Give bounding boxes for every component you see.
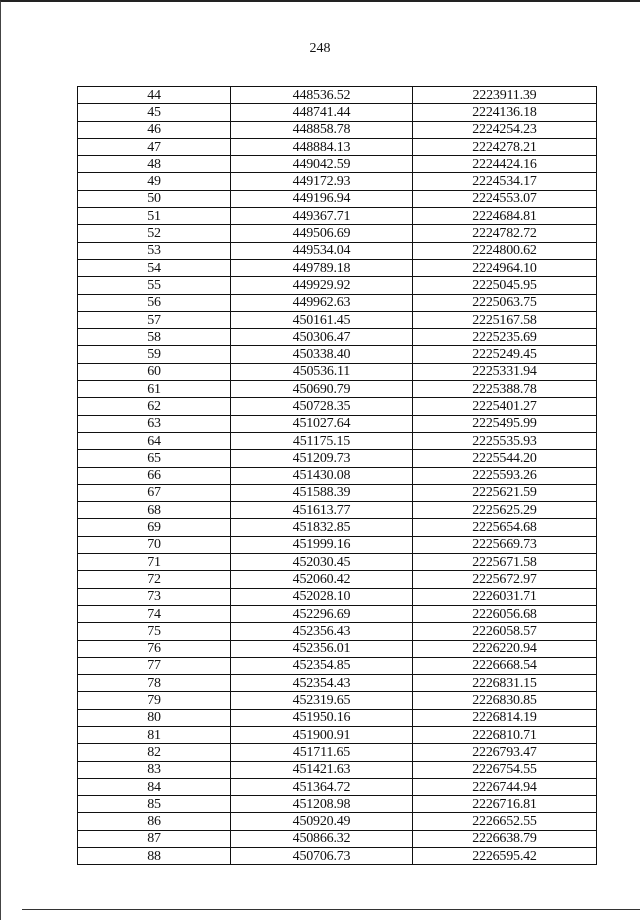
y-coordinate-cell: 2226031.71 [413, 588, 597, 605]
y-coordinate-cell: 2226058.57 [413, 623, 597, 640]
x-coordinate-cell: 451421.63 [231, 761, 413, 778]
x-coordinate-cell: 451711.65 [231, 744, 413, 761]
table-row [78, 830, 597, 847]
point-number-cell: 87 [78, 830, 231, 847]
point-number-cell: 78 [78, 675, 231, 692]
table-row [78, 277, 597, 294]
point-number-cell: 51 [78, 208, 231, 225]
y-coordinate-cell: 2224553.07 [413, 190, 597, 207]
table-row [78, 156, 597, 173]
x-coordinate-cell: 450338.40 [231, 346, 413, 363]
point-number-cell: 70 [78, 536, 231, 553]
x-coordinate-cell: 451613.77 [231, 502, 413, 519]
table-row [78, 571, 597, 588]
point-number-cell: 80 [78, 709, 231, 726]
x-coordinate-cell: 449172.93 [231, 173, 413, 190]
table-row [78, 121, 597, 138]
point-number-cell: 61 [78, 381, 231, 398]
table-row [78, 657, 597, 674]
y-coordinate-cell: 2225544.20 [413, 450, 597, 467]
point-number-cell: 57 [78, 311, 231, 328]
x-coordinate-cell: 451588.39 [231, 484, 413, 501]
x-coordinate-cell: 452354.85 [231, 657, 413, 674]
y-coordinate-cell: 2223911.39 [413, 87, 597, 104]
x-coordinate-cell: 451430.08 [231, 467, 413, 484]
y-coordinate-cell: 2225654.68 [413, 519, 597, 536]
x-coordinate-cell: 449042.59 [231, 156, 413, 173]
y-coordinate-cell: 2225331.94 [413, 363, 597, 380]
table-row [78, 381, 597, 398]
x-coordinate-cell: 449367.71 [231, 208, 413, 225]
table-row [78, 778, 597, 795]
page-number: 248 [309, 41, 331, 56]
table-row [78, 225, 597, 242]
y-coordinate-cell: 2226754.55 [413, 761, 597, 778]
table-row [78, 329, 597, 346]
table-row [78, 675, 597, 692]
point-number-cell: 77 [78, 657, 231, 674]
point-number-cell: 69 [78, 519, 231, 536]
x-coordinate-cell: 451175.15 [231, 432, 413, 449]
x-coordinate-cell: 449789.18 [231, 259, 413, 276]
x-coordinate-cell: 452060.42 [231, 571, 413, 588]
x-coordinate-cell: 451364.72 [231, 778, 413, 795]
point-number-cell: 85 [78, 796, 231, 813]
table-row [78, 467, 597, 484]
point-number-cell: 75 [78, 623, 231, 640]
table-row [78, 554, 597, 571]
table-row [78, 519, 597, 536]
x-coordinate-cell: 452356.01 [231, 640, 413, 657]
y-coordinate-cell: 2224782.72 [413, 225, 597, 242]
x-coordinate-cell: 450306.47 [231, 329, 413, 346]
point-number-cell: 71 [78, 554, 231, 571]
table-row [78, 536, 597, 553]
y-coordinate-cell: 2225671.58 [413, 554, 597, 571]
y-coordinate-cell: 2225063.75 [413, 294, 597, 311]
table-row [78, 398, 597, 415]
point-number-cell: 50 [78, 190, 231, 207]
x-coordinate-cell: 452030.45 [231, 554, 413, 571]
y-coordinate-cell: 2224964.10 [413, 259, 597, 276]
y-coordinate-cell: 2226831.15 [413, 675, 597, 692]
table-row [78, 259, 597, 276]
table-row [78, 761, 597, 778]
y-coordinate-cell: 2225672.97 [413, 571, 597, 588]
y-coordinate-cell: 2226652.55 [413, 813, 597, 830]
table-row [78, 709, 597, 726]
x-coordinate-cell: 451950.16 [231, 709, 413, 726]
table-row [78, 104, 597, 121]
x-coordinate-cell: 449929.92 [231, 277, 413, 294]
y-coordinate-cell: 2226220.94 [413, 640, 597, 657]
table-row [78, 588, 597, 605]
point-number-cell: 81 [78, 726, 231, 743]
y-coordinate-cell: 2225235.69 [413, 329, 597, 346]
point-number-cell: 53 [78, 242, 231, 259]
table-row [78, 432, 597, 449]
table-row [78, 173, 597, 190]
x-coordinate-cell: 450706.73 [231, 848, 413, 865]
point-number-cell: 64 [78, 432, 231, 449]
point-number-cell: 72 [78, 571, 231, 588]
point-number-cell: 68 [78, 502, 231, 519]
point-number-cell: 82 [78, 744, 231, 761]
x-coordinate-cell: 451999.16 [231, 536, 413, 553]
x-coordinate-cell: 451209.73 [231, 450, 413, 467]
x-coordinate-cell: 451900.91 [231, 726, 413, 743]
table-row [78, 450, 597, 467]
point-number-cell: 52 [78, 225, 231, 242]
y-coordinate-cell: 2226595.42 [413, 848, 597, 865]
table-row [78, 190, 597, 207]
table-row [78, 692, 597, 709]
coordinates-table [77, 86, 597, 865]
x-coordinate-cell: 448884.13 [231, 138, 413, 155]
point-number-cell: 67 [78, 484, 231, 501]
coordinates-table-body [78, 87, 597, 865]
point-number-cell: 74 [78, 605, 231, 622]
point-number-cell: 56 [78, 294, 231, 311]
point-number-cell: 60 [78, 363, 231, 380]
table-row [78, 294, 597, 311]
y-coordinate-cell: 2225249.45 [413, 346, 597, 363]
table-row [78, 208, 597, 225]
y-coordinate-cell: 2224534.17 [413, 173, 597, 190]
point-number-cell: 49 [78, 173, 231, 190]
point-number-cell: 47 [78, 138, 231, 155]
table-row [78, 726, 597, 743]
point-number-cell: 79 [78, 692, 231, 709]
point-number-cell: 83 [78, 761, 231, 778]
table-row [78, 311, 597, 328]
y-coordinate-cell: 2226716.81 [413, 796, 597, 813]
table-row [78, 796, 597, 813]
point-number-cell: 58 [78, 329, 231, 346]
x-coordinate-cell: 452028.10 [231, 588, 413, 605]
x-coordinate-cell: 448741.44 [231, 104, 413, 121]
point-number-cell: 73 [78, 588, 231, 605]
y-coordinate-cell: 2226668.54 [413, 657, 597, 674]
point-number-cell: 63 [78, 415, 231, 432]
table-row [78, 623, 597, 640]
y-coordinate-cell: 2225167.58 [413, 311, 597, 328]
y-coordinate-cell: 2225593.26 [413, 467, 597, 484]
x-coordinate-cell: 450536.11 [231, 363, 413, 380]
table-row [78, 363, 597, 380]
y-coordinate-cell: 2225388.78 [413, 381, 597, 398]
x-coordinate-cell: 450728.35 [231, 398, 413, 415]
y-coordinate-cell: 2225495.99 [413, 415, 597, 432]
point-number-cell: 65 [78, 450, 231, 467]
x-coordinate-cell: 452356.43 [231, 623, 413, 640]
x-coordinate-cell: 452319.65 [231, 692, 413, 709]
point-number-cell: 45 [78, 104, 231, 121]
x-coordinate-cell: 451208.98 [231, 796, 413, 813]
x-coordinate-cell: 452296.69 [231, 605, 413, 622]
table-row [78, 640, 597, 657]
point-number-cell: 86 [78, 813, 231, 830]
y-coordinate-cell: 2224254.23 [413, 121, 597, 138]
y-coordinate-cell: 2224800.62 [413, 242, 597, 259]
point-number-cell: 84 [78, 778, 231, 795]
table-row [78, 813, 597, 830]
table-row [78, 484, 597, 501]
y-coordinate-cell: 2225669.73 [413, 536, 597, 553]
y-coordinate-cell: 2225625.29 [413, 502, 597, 519]
y-coordinate-cell: 2226793.47 [413, 744, 597, 761]
y-coordinate-cell: 2224136.18 [413, 104, 597, 121]
y-coordinate-cell: 2226638.79 [413, 830, 597, 847]
y-coordinate-cell: 2225621.59 [413, 484, 597, 501]
table-row [78, 848, 597, 865]
table-row [78, 87, 597, 104]
table-row [78, 502, 597, 519]
y-coordinate-cell: 2225535.93 [413, 432, 597, 449]
y-coordinate-cell: 2225045.95 [413, 277, 597, 294]
x-coordinate-cell: 450161.45 [231, 311, 413, 328]
page-bottom-rule [22, 909, 640, 910]
y-coordinate-cell: 2224684.81 [413, 208, 597, 225]
x-coordinate-cell: 449196.94 [231, 190, 413, 207]
point-number-cell: 88 [78, 848, 231, 865]
point-number-cell: 46 [78, 121, 231, 138]
point-number-cell: 59 [78, 346, 231, 363]
table-row [78, 415, 597, 432]
y-coordinate-cell: 2226744.94 [413, 778, 597, 795]
x-coordinate-cell: 450866.32 [231, 830, 413, 847]
point-number-cell: 54 [78, 259, 231, 276]
x-coordinate-cell: 450690.79 [231, 381, 413, 398]
x-coordinate-cell: 448536.52 [231, 87, 413, 104]
x-coordinate-cell: 452354.43 [231, 675, 413, 692]
point-number-cell: 55 [78, 277, 231, 294]
y-coordinate-cell: 2226056.68 [413, 605, 597, 622]
y-coordinate-cell: 2226830.85 [413, 692, 597, 709]
point-number-cell: 76 [78, 640, 231, 657]
y-coordinate-cell: 2224424.16 [413, 156, 597, 173]
table-row [78, 242, 597, 259]
point-number-cell: 66 [78, 467, 231, 484]
table-row [78, 346, 597, 363]
y-coordinate-cell: 2226814.19 [413, 709, 597, 726]
table-row [78, 138, 597, 155]
x-coordinate-cell: 451027.64 [231, 415, 413, 432]
x-coordinate-cell: 449506.69 [231, 225, 413, 242]
y-coordinate-cell: 2224278.21 [413, 138, 597, 155]
y-coordinate-cell: 2226810.71 [413, 726, 597, 743]
point-number-cell: 62 [78, 398, 231, 415]
y-coordinate-cell: 2225401.27 [413, 398, 597, 415]
x-coordinate-cell: 449962.63 [231, 294, 413, 311]
table-row [78, 744, 597, 761]
table-row [78, 605, 597, 622]
point-number-cell: 48 [78, 156, 231, 173]
x-coordinate-cell: 449534.04 [231, 242, 413, 259]
point-number-cell: 44 [78, 87, 231, 104]
x-coordinate-cell: 450920.49 [231, 813, 413, 830]
x-coordinate-cell: 448858.78 [231, 121, 413, 138]
x-coordinate-cell: 451832.85 [231, 519, 413, 536]
